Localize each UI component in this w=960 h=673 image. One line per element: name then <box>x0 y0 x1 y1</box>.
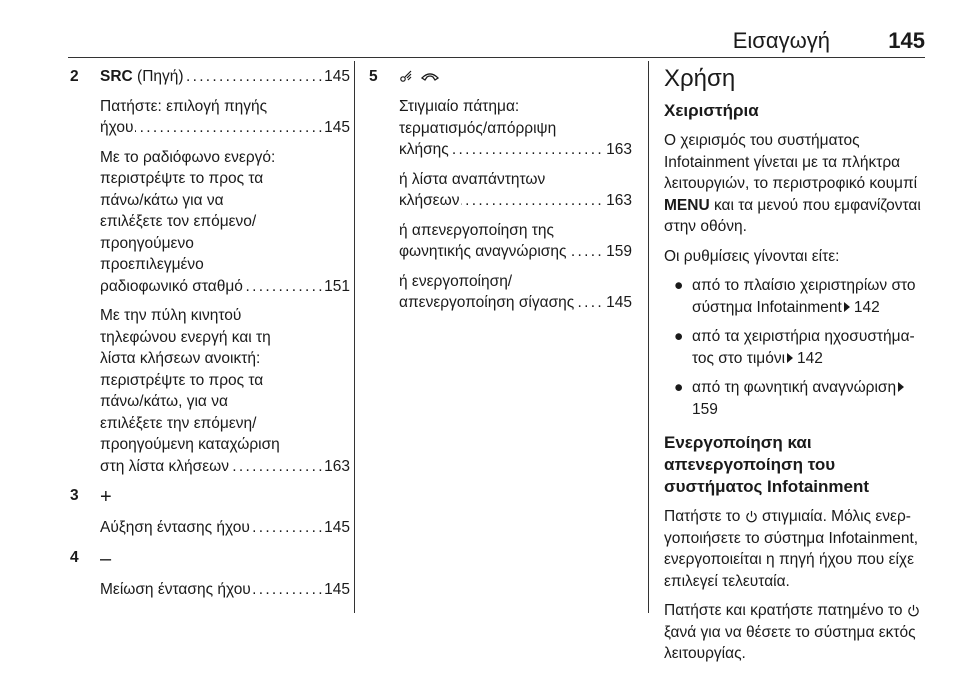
list-item: ● από τη φωνητική αναγνώριση159 <box>664 377 928 420</box>
power-icon <box>907 604 920 617</box>
entry-number: 2 <box>70 68 79 85</box>
phone-hangup-icon <box>420 69 440 83</box>
column-3 <box>664 64 928 673</box>
minus-icon: – <box>100 547 112 570</box>
paragraph: Πατήστε και κρατήστε πατημένο το ξανά για να θέσετε το σύστημα εκτός λειτουργίας. <box>664 600 928 665</box>
entry-number: 3 <box>70 487 79 504</box>
paragraph: ή λίστα αναπάντητων κλήσεων 163 . . . <box>399 169 632 212</box>
paragraph: Πατήστε: επιλογή πηγής ήχου 145 . . . <box>100 96 350 139</box>
paragraph: Με το ραδιόφωνο ενεργό: περιστρέψτε το προς τα πάνω/κάτω για να επιλέξετε τον επόμενο/ προηγούμενο προεπιλεγμένο ραδιοφωνικό σταθμό 151 . . . <box>100 147 350 298</box>
entry-5 <box>369 66 632 314</box>
section-heading: Χρήση <box>664 65 736 92</box>
paragraph: ή ενεργοποίηση/ απενεργοποίηση σίγασης 145 . . . <box>399 271 632 314</box>
page-number: 145 <box>888 28 925 53</box>
paragraph: Οι ρυθμίσεις γίνονται είτε: <box>664 247 840 265</box>
page-header <box>0 28 925 52</box>
paragraph: Με την πύλη κινητού τηλεφώνου ενεργή και τη λίστα κλήσεων ανοικτή: περιστρέψτε το προς τα πάνω/κάτω, για να επιλέξετε την επόμενη/ προηγούμενη καταχώριση στη λίστα κλήσεων 163 . . . <box>100 305 350 477</box>
entry-4: 4 – Μείωση έντασης ήχου 145 . . . <box>70 547 350 601</box>
header-rule <box>68 57 925 58</box>
column-divider-2 <box>648 61 649 613</box>
voice-recognition-icon <box>399 69 413 83</box>
entry-number: 4 <box>70 548 79 566</box>
reference-arrow-icon <box>844 302 850 312</box>
reference-arrow-icon <box>787 353 793 363</box>
entry-number: 5 <box>369 68 378 85</box>
paragraph: ή απενεργοποίηση της φωνητικής αναγνώρισης 159 . . . <box>399 220 632 263</box>
subsection-heading-power: Ενεργοποίηση και απενεργοποίηση του συστήματος Infotainment <box>664 433 870 496</box>
paragraph: Ο χειρισμός του συστήματος Infotainment γίνεται με τα πλήκτρα λειτουργιών, το περιστροφικό κουμπί MENU και τα μενού που εμφανίζονται στην οθόνη. <box>664 132 921 235</box>
paragraph: Στιγμιαίο πάτημα: τερματισμός/απόρριψη κλήσης 163 . . . <box>399 96 632 161</box>
plus-icon: + <box>100 486 112 508</box>
menu-label: MENU <box>664 196 710 214</box>
subsection-heading-controls: Χειριστήρια <box>664 101 759 120</box>
column-2 <box>369 66 632 322</box>
column-1 <box>70 66 350 608</box>
column-divider-1 <box>354 61 355 613</box>
entry-icons <box>399 66 632 88</box>
reference-arrow-icon <box>898 382 904 392</box>
paragraph: Πατήστε το στιγμιαία. Μόλις ενερ-γοποιήσετε το σύστημα Infotainment, ενεργοποιείται η πηγή ήχου που είχε επιλεγεί τελευταία. <box>664 508 919 590</box>
list-item: ● από τα χειριστήρια ηχοσυστήμα-τος στο τιμόνι 142 <box>674 328 915 367</box>
src-label: SRC <box>100 68 133 85</box>
entry-2 <box>70 66 350 477</box>
power-icon <box>745 510 758 523</box>
page-ref: 145 <box>322 66 350 88</box>
list-item: ● από το πλαίσιο χειριστηρίων στο σύστημα Infotainment 142 <box>674 277 916 316</box>
entry-title-line: SRC (Πηγή) 145 . . . <box>100 66 350 88</box>
entry-3: 3 + Αύξηση έντασης ήχου 145 . . . <box>70 485 350 539</box>
page-title: Εισαγωγή <box>732 28 830 53</box>
